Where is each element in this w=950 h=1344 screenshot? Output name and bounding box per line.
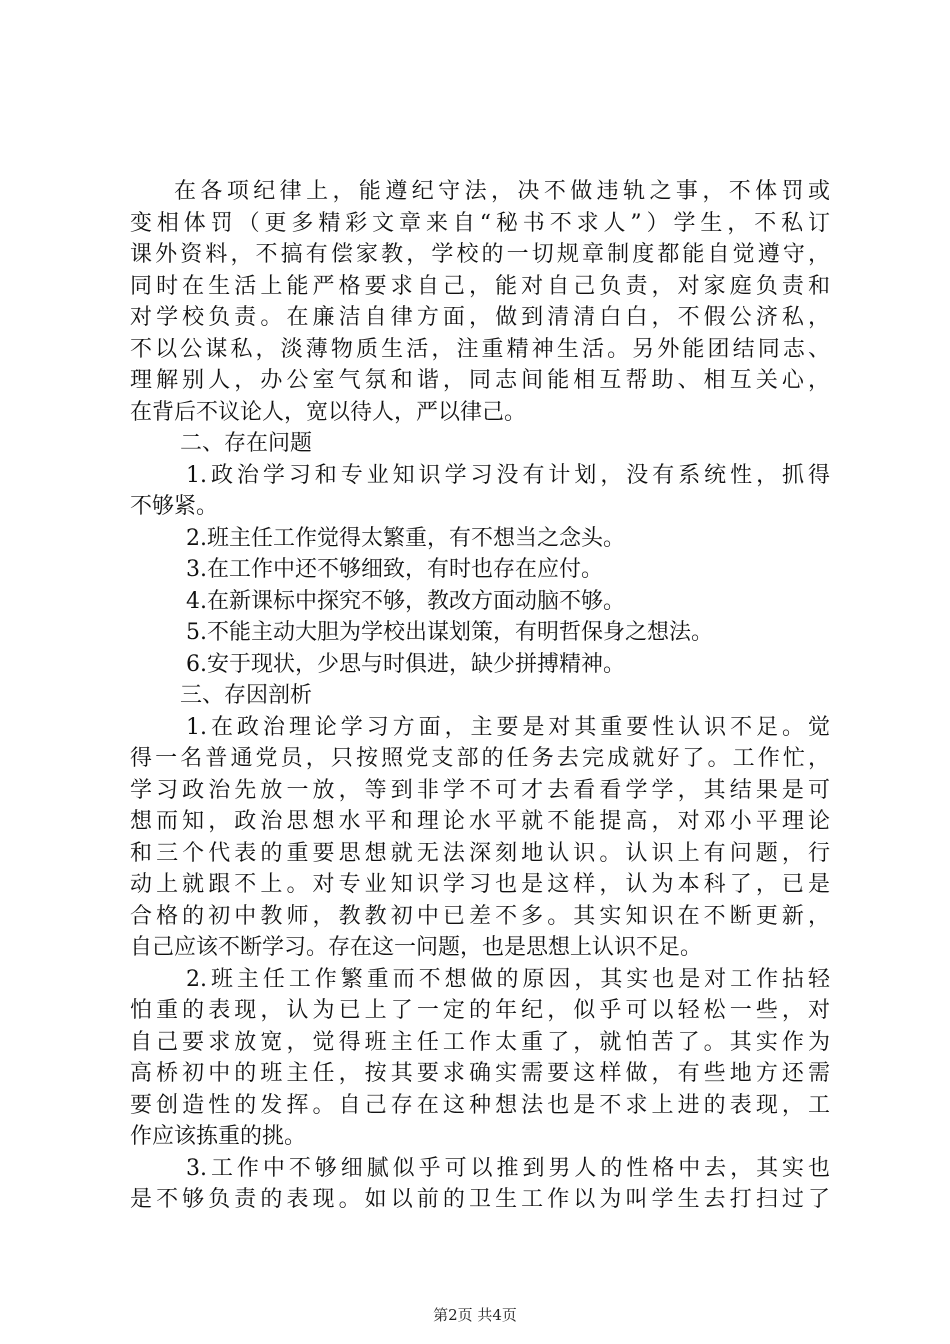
text-line: 三、存因剖析 [180, 683, 313, 708]
text-line: 1.在政治理论学习方面，主要是对其重要性认识不足。觉 [186, 714, 830, 740]
text-line: 2.班主任工作繁重而不想做的原因，其实也是对工作拈轻 [186, 966, 830, 992]
text-line: 对学校负责。在廉洁自律方面，做到清清白白，不假公济私， [130, 305, 830, 330]
text-line: 4.在新课标中探究不够，教改方面动脑不够。 [186, 588, 625, 614]
text-line: 不以公谋私，淡薄物质生活，注重精神生活。另外能团结同志、 [130, 336, 830, 362]
text-line: 作应该拣重的挑。 [130, 1124, 307, 1149]
text-line: 自己应该不断学习。存在这一问题，也是思想上认识不足。 [130, 935, 703, 960]
text-line: 3.在工作中还不够细致，有时也存在应付。 [186, 557, 603, 582]
text-line: 学习政治先放一放，等到非学不可才去看看学学，其结果是可 [130, 777, 830, 803]
text-line: 高桥初中的班主任，按其要求确实需要这样做，有些地方还需 [130, 1061, 830, 1086]
text-line: 动上就跟不上。对专业知识学习也是这样，认为本科了，已是 [130, 872, 830, 897]
text-line: 在各项纪律上，能遵纪守法，决不做违轨之事，不体罚或 [174, 179, 830, 204]
text-line: 怕重的表现，认为已上了一定的年纪，似乎可以轻松一些，对 [130, 998, 830, 1023]
text-line: 5.不能主动大胆为学校出谋划策，有明哲保身之想法。 [186, 620, 713, 645]
text-line: 变相体罚（更多精彩文章来自“秘书不求人”）学生，不私订 [130, 210, 830, 236]
text-line: 同时在生活上能严格要求自己，能对自己负责，对家庭负责和 [130, 273, 830, 299]
text-line: 6.安于现状，少思与时俱进，缺少拼搏精神。 [186, 651, 625, 677]
text-line: 不够紧。 [130, 494, 219, 519]
text-line: 自己要求放宽，觉得班主任工作太重了，就怕苦了。其实作为 [130, 1029, 830, 1055]
text-line: 3.工作中不够细腻似乎可以推到男人的性格中去，其实也 [186, 1155, 830, 1181]
text-line: 理解别人，办公室气氛和谐，同志间能相互帮助、相互关心， [130, 368, 830, 393]
text-line: 想而知，政治思想水平和理论水平就不能提高，对邓小平理论 [130, 809, 830, 834]
text-line: 在背后不议论人，宽以待人，严以律己。 [130, 399, 527, 425]
text-line: 合格的初中教师，教教初中已差不多。其实知识在不断更新， [130, 903, 830, 929]
text-line: 二、存在问题 [180, 431, 313, 456]
text-line: 要创造性的发挥。自己存在这种想法也是不求上进的表现，工 [130, 1092, 830, 1118]
text-line: 和三个代表的重要思想就无法深刻地认识。认识上有问题，行 [130, 840, 830, 866]
text-line: 得一名普通党员，只按照党支部的任务去完成就好了。工作忙， [130, 746, 830, 771]
text-line: 2.班主任工作觉得太繁重，有不想当之念头。 [186, 525, 625, 551]
text-line: 课外资料，不搞有偿家教，学校的一切规章制度都能自觉遵守， [130, 242, 830, 267]
page-footer: 第2页 共4页 [433, 1306, 517, 1324]
text-line: 1.政治学习和专业知识学习没有计划，没有系统性，抓得 [186, 462, 830, 488]
text-line: 是不够负责的表现。如以前的卫生工作以为叫学生去打扫过了 [130, 1187, 830, 1212]
document-body [130, 176, 830, 1216]
